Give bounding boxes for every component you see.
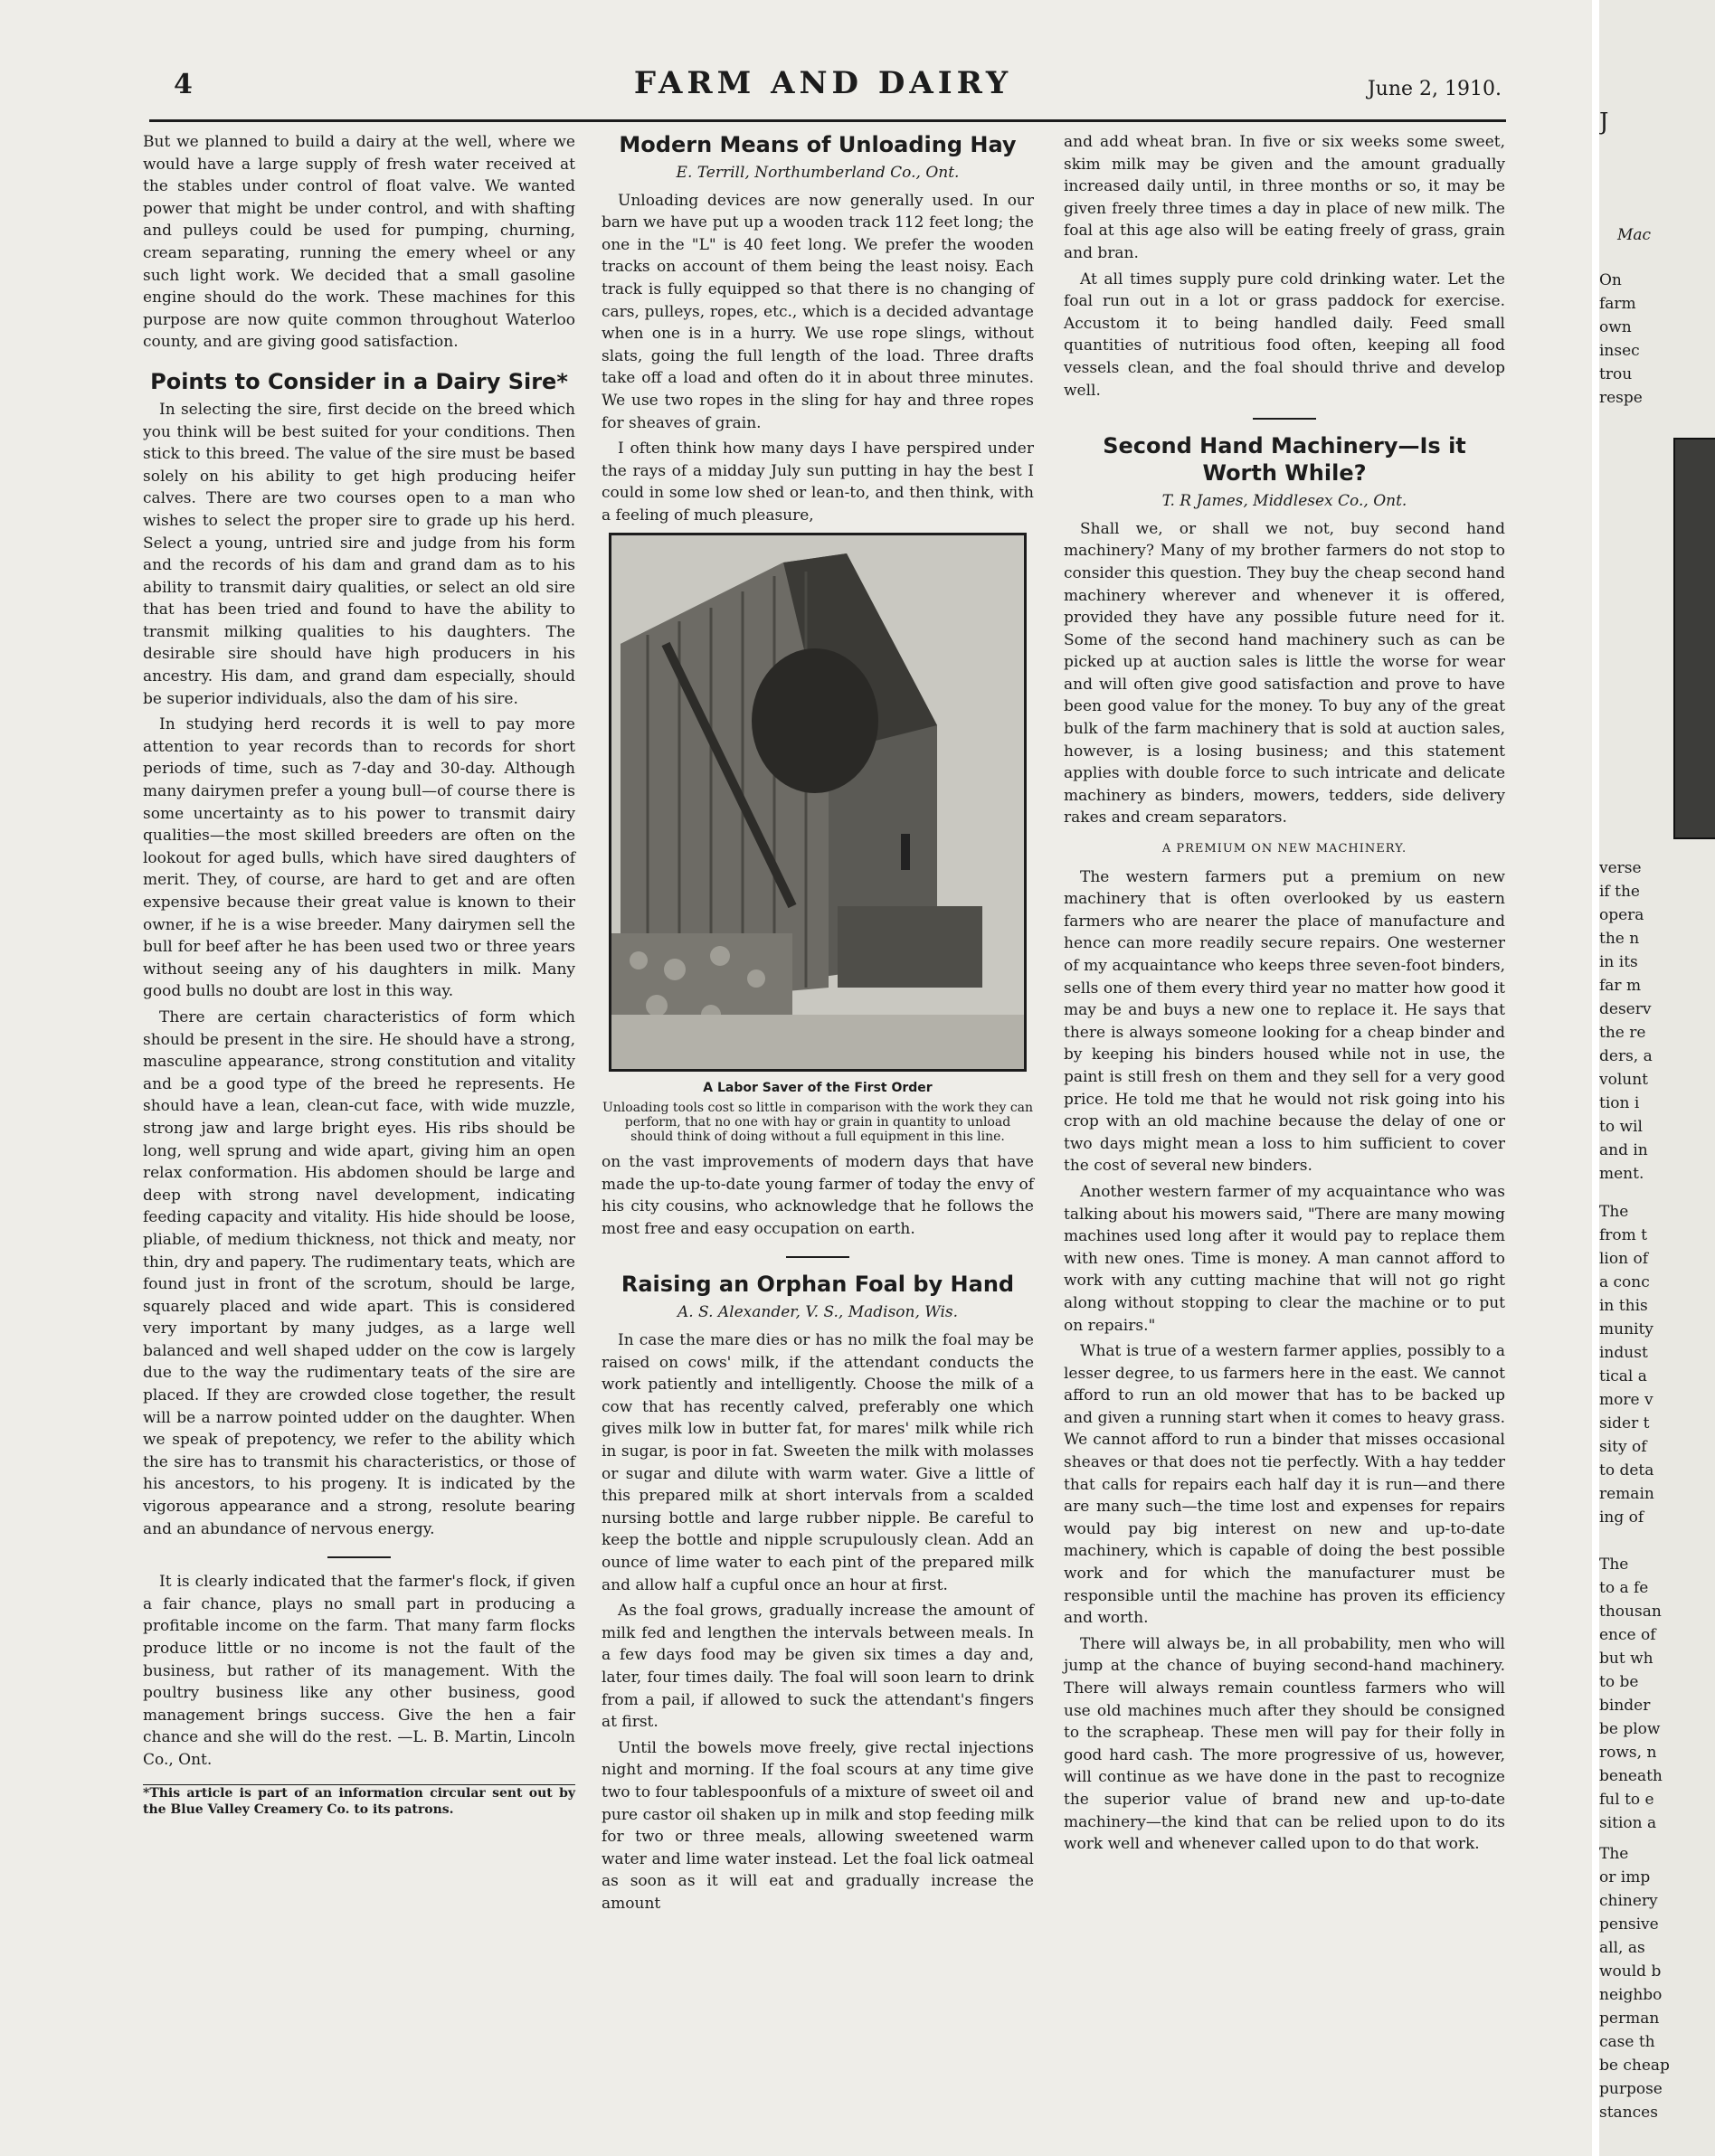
adjacent-page-line: to deta xyxy=(1599,1461,1654,1480)
adjacent-page-line: thousan xyxy=(1599,1603,1662,1621)
adjacent-page-line: munity xyxy=(1599,1320,1653,1338)
adjacent-page-line: to wil xyxy=(1599,1118,1643,1136)
adjacent-page-line: ful to e xyxy=(1599,1791,1654,1809)
adjacent-page-line: ders, a xyxy=(1599,1047,1653,1065)
issue-date: June 2, 1910. xyxy=(1367,78,1502,100)
adjacent-page-line: sity of xyxy=(1599,1438,1647,1456)
adjacent-page-line: all, as xyxy=(1599,1939,1645,1957)
adjacent-page-line: purpose xyxy=(1599,2080,1663,2098)
adjacent-page-line: The xyxy=(1599,1556,1629,1574)
adjacent-page-line: and in xyxy=(1599,1141,1648,1159)
article-title-orphan-foal: Raising an Orphan Foal by Hand xyxy=(621,1272,1015,1298)
adjacent-page-line: sider t xyxy=(1599,1414,1650,1433)
paragraph: In studying herd records it is well to pay more attention to year records than to records for short periods of time, such as 7-day and 30-day. Although many dairymen prefer a young bull—of course there is some uncertainty as to his power to transmit dairy qualities—the most skilled breeders are often on the lookout for aged bulls, which have sired daughters of merit. They, of course, are hard to get and are often expensive because their great value is known to their owner, if he is a wise breeder. Many dairymen sell the bull for beef after he has been used two or three years without seeing any of his daughters in milk. Many good bulls no doubt are lost in this way. xyxy=(143,715,575,1001)
adjacent-page-line: insec xyxy=(1599,342,1640,360)
adjacent-page-line: pensive xyxy=(1599,1915,1659,1934)
paragraph: There are certain characteristics of form which should be present in the sire. He should have a strong, masculine appearance, strong constitution and vitality and be a good type of the breed he represents. He should have a lean, clean-cut face, with wide muzzle, strong jaw and large bright eyes. His ribs should be long, well sprung and wide apart, giving him an open relax conformation. His abdomen should be large and deep with strong navel development, indicating feeding capacity and vitality. His hide should be loose, pliable, of medium thickness, not thick and meaty, nor thin, dry and papery. The rudimentary teats, which are found just in front of the scrotum, should be large, squarely placed and wide apart. This is considered very important by many judges, as a large well balanced and well shaped udder on the cow is largely due to the way the rudimentary teats of the sire are placed. If they are crowded close together, the result will be a narrow pointed udder on the daughter. When we speak of prepotency, we refer to the ability which the sire has to transmit his characteristics, or those of his ancestors, to his progeny. It is indicated by the vigorous appearance and a strong, resolute bearing and an abundance of nervous energy. xyxy=(143,1007,575,1538)
adjacent-page-line: volunt xyxy=(1599,1071,1649,1089)
paragraph: Another western farmer of my acquaintance who was talking about his mowers said, "There are many mowing machines used long after it would pay to replace them with new ones. Time is money. A man cannot afford to work with any cutting machine that will not go right along without stopping to clear the machine or to put on repairs." xyxy=(1064,1182,1505,1335)
adjacent-page-line: ment. xyxy=(1599,1165,1644,1183)
article-title-second-hand-machinery: Second Hand Machinery—Is it Worth While? xyxy=(1103,433,1466,487)
adjacent-page-line: deserv xyxy=(1599,1000,1652,1018)
adjacent-page-photo xyxy=(1673,438,1715,839)
adjacent-page-line: the n xyxy=(1599,930,1640,948)
article-title-dairy-sire: Points to Consider in a Dairy Sire* xyxy=(150,368,568,394)
adjacent-page-line: be plow xyxy=(1599,1720,1661,1738)
adjacent-page-line: indust xyxy=(1599,1344,1648,1362)
adjacent-page-line: The xyxy=(1599,1845,1629,1863)
barn-illustration xyxy=(611,535,1024,1069)
adjacent-page-line: would b xyxy=(1599,1962,1662,1981)
adjacent-page-line: binder xyxy=(1599,1697,1651,1715)
adjacent-page-line: case th xyxy=(1599,2033,1655,2051)
paragraph: But we planned to build a dairy at the well, where we would have a large supply of fresh water received at the stables under control of float valve. We wanted power that might be under control, and with shafting and pulleys could be used for pumping, churning, cream separating, running the emery wheel or any such light work. We decided that a small gasoline engine should do the work. These machines for this purpose are now quite common throughout Waterloo county, and are giving good satisfaction. xyxy=(143,133,575,352)
divider xyxy=(327,1556,391,1558)
adjacent-page-line: remain xyxy=(1599,1485,1654,1503)
adjacent-page-line: tion i xyxy=(1599,1094,1640,1112)
paragraph: In selecting the sire, first decide on the breed which you think will be best suited for your conditions. Then stick to this breed. The value of the sire must be based solely on his ability to get high producing heifer calves. There are two courses open to a man who wishes to select the proper sire to grade up his herd. Select a young, untried sire and judge from his form and the records of his dam and grand dam as to his ability to transmit dairy qualities, or select an old sire that has been tried and found to have the ability to transmit milking qualities to his daughters. The desirable sire should have high producers in his ancestry. His dam, and grand dam especially, should be superior individuals, also the dam of his sire. xyxy=(143,400,575,708)
section-subhead: A PREMIUM ON NEW MACHINERY. xyxy=(1161,842,1407,856)
paragraph: In case the mare dies or has no milk the foal may be raised on cows' milk, if the attendant conducts the work patiently and intelligently. Choose the milk of a cow that has recently calved, preferably one which gives milk low in butter fat, for mares' milk while rich in sugar, is poor in fat. Sweeten the milk with molasses or sugar and dilute with warm water. Give a little of this prepared milk at short intervals from a scalded nursing bottle and large rubber nipple. Be careful to keep the bottle and nipple scrupulously clean. Add an ounce of lime water to each pint of the prepared milk and allow half a cupful once an hour at first. xyxy=(602,1331,1034,1594)
adjacent-page-line: if the xyxy=(1599,883,1640,901)
adjacent-page-line: own xyxy=(1599,318,1632,336)
adjacent-page-line: neighbo xyxy=(1599,1986,1663,2004)
page-number: 4 xyxy=(174,69,193,100)
adjacent-page-line: in this xyxy=(1599,1297,1648,1315)
adjacent-page-line: beneath xyxy=(1599,1767,1663,1785)
footnote: *This article is part of an information circular sent out by the Blue Valley Creamery Co. to its patrons. xyxy=(143,1785,575,1817)
adjacent-page-line: a conc xyxy=(1599,1273,1650,1291)
column-1 xyxy=(143,131,575,2121)
adjacent-page-line: but wh xyxy=(1599,1650,1653,1668)
adjacent-page-line: verse xyxy=(1599,859,1642,877)
paragraph: Until the bowels move freely, give rectal injections night and morning. If the foal scours at any time give two to four tablespoonfuls of a mixture of sweet oil and pure castor oil shaken up in milk and stop feeding milk for two or three meals, allowing sweetened warm water and lime water instead. Let the foal lick oatmeal as soon as it will eat and gradually increase the amount xyxy=(602,1738,1034,1913)
adjacent-page-line: rows, n xyxy=(1599,1744,1657,1762)
adjacent-page-line: The xyxy=(1599,1203,1629,1221)
paragraph: What is true of a western farmer applies, possibly to a lesser degree, to us farmers here in the east. We cannot afford to run an old mower that has to be backed up and given a running start when it comes to heavy grass. We cannot afford to run a binder that misses occasional sheaves or that does not tie perfectly. With a hay tedder that calls for repairs each half day it is run—and there are many such—the time lost and expenses for repairs would pay big interest on new and up-to-date machinery, which is capable of doing the best possible work and for which the manufacturer must be responsible until the machine has proven its efficiency and worth. xyxy=(1064,1342,1505,1628)
adjacent-page-line: stances xyxy=(1599,2104,1658,2122)
adjacent-page-line: or imp xyxy=(1599,1868,1651,1886)
column-3 xyxy=(1064,131,1505,2121)
adjacent-page-line: chinery xyxy=(1599,1892,1658,1910)
adjacent-page-line: the re xyxy=(1599,1024,1646,1042)
column-2 xyxy=(602,131,1034,2121)
photo-caption-title: A Labor Saver of the First Order xyxy=(703,1080,933,1095)
adjacent-page-edge xyxy=(1599,0,1715,2156)
byline: E. Terrill, Northumberland Co., Ont. xyxy=(676,164,960,182)
article-title-unloading-hay: Modern Means of Unloading Hay xyxy=(619,132,1017,157)
adjacent-page-line: opera xyxy=(1599,906,1644,924)
paragraph: At all times supply pure cold drinking water. Let the foal run out in a lot or grass paddock for exercise. Accustom it to being handled daily. Feed small quantities of nutritious food often, keeping all food vessels clean, and the foal should thrive and develop well. xyxy=(1064,270,1505,400)
adjacent-page-line: Mac xyxy=(1617,226,1652,244)
adjacent-page-line: tical a xyxy=(1599,1367,1647,1385)
paragraph: Shall we, or shall we not, buy second hand machinery? Many of my brother farmers do not stop to consider this question. They buy the cheap second hand machinery wherever and whenever it is offered, provided they have any possible future need for it. Some of the second hand machinery such as can be picked up at auction sales is little the worse for wear and will often give good satisfaction and prove to have been good value for the money. To buy any of the great bulk of the farm machinery that is sold at auction sales, however, is a losing business; and this statement applies with double force to such intricate and delicate machinery as binders, mowers, tedders, side delivery rakes and cream separators. xyxy=(1064,519,1505,827)
adjacent-page-line: to a fe xyxy=(1599,1579,1649,1597)
adjacent-page-line: be cheap xyxy=(1599,2057,1670,2075)
divider xyxy=(786,1256,849,1258)
adjacent-page-line: trou xyxy=(1599,365,1633,383)
adjacent-page-line: On xyxy=(1599,271,1622,289)
adjacent-page-line: from t xyxy=(1599,1226,1648,1244)
paragraph: There will always be, in all probability, men who will jump at the chance of buying second-hand machinery. There will always remain countless farmers who will use old machines much after they should be consigned to the scrapheap. These men will pay for their folly in good hard cash. The more progressive of us, however, will continue as we have done in the past to recognize the superior value of brand new and up-to-date machinery—the kind that can be relied upon to do its work well and whenever called upon to do that work. xyxy=(1064,1634,1505,1854)
header-rule xyxy=(149,119,1506,122)
byline: A. S. Alexander, V. S., Madison, Wis. xyxy=(677,1303,959,1322)
adjacent-page-line: more v xyxy=(1599,1391,1653,1409)
adjacent-page-line: in its xyxy=(1599,953,1638,971)
adjacent-page-line: ing of xyxy=(1599,1508,1644,1527)
adjacent-page-line: perman xyxy=(1599,2009,1660,2028)
photo-caption: Unloading tools cost so little in comparison with the work they can perform, that no one with hay or grain in quantity to unload should think of doing without a full equipment in this line. xyxy=(602,1101,1034,1145)
barn-photo xyxy=(609,533,1027,1072)
byline: T. R James, Middlesex Co., Ont. xyxy=(1161,492,1407,511)
paragraph: Unloading devices are now generally used. In our barn we have put up a wooden track 112 feet long; the one in the "L" is 40 feet long. We prefer the wooden tracks on account of them being the least noisy. Each track is fully equipped so that there is no changing of cars, pulleys, ropes, etc., which is a decided advantage when one is in a hurry. We use rope slings, without slats, going the full length of the load. Three drafts take off a load and often do it in about three minutes. We use two ropes in the sling for hay and three ropes for sheaves of grain. xyxy=(602,191,1034,432)
divider xyxy=(1253,418,1316,420)
adjacent-page-line: far m xyxy=(1599,977,1642,995)
adjacent-page-line: sition a xyxy=(1599,1814,1657,1832)
paragraph: I often think how many days I have perspired under the rays of a midday July sun putting in hay the best I could in some low shed or lean-to, and then think, with a feeling of much pleasure, xyxy=(602,440,1034,525)
adjacent-page-line: farm xyxy=(1599,295,1636,313)
adjacent-page-line: ence of xyxy=(1599,1626,1656,1644)
paragraph: As the foal grows, gradually increase the amount of milk fed and lengthen the intervals between meals. In a few days food may be given six times a day and, later, four times daily. The foal will soon learn to drink from a pail, if allowed to suck the attendant's fingers at first. xyxy=(602,1602,1034,1732)
adjacent-page-line: lion of xyxy=(1599,1250,1648,1268)
page-header xyxy=(145,65,1502,119)
paragraph: It is clearly indicated that the farmer's flock, if given a fair chance, plays no small part in producing a profitable income on the farm. That many farm flocks produce little or no income is not the fault of the business, but rather of its management. With the poultry business like any other business, good management brings success. Give the hen a fair chance and she will do the rest. —L. B. Martin, Lincoln Co., Ont. xyxy=(143,1573,575,1769)
page-gutter xyxy=(1592,0,1599,2156)
paragraph: and add wheat bran. In five or six weeks some sweet, skim milk may be given and the amount gradually increased daily until, in three months or so, it may be given freely three times a day in place of new milk. The foal at this age also will be eating freely of grass, grain and bran. xyxy=(1064,133,1505,262)
adjacent-page-line: respe xyxy=(1599,389,1643,407)
adjacent-page-line: J xyxy=(1599,109,1609,136)
paragraph: on the vast improvements of modern days that have made the up-to-date young farmer of today the envy of his city cousins, who acknowledge that he follows the most free and easy occupation on earth. xyxy=(602,1153,1034,1238)
masthead: FARM AND DAIRY xyxy=(633,65,1013,101)
paragraph: The western farmers put a premium on new machinery that is often overlooked by us eastern farmers who are nearer the place of manufacture and hence can more readily secure repairs. One westerner of my acquaintance who keeps three seven-foot binders, sells one of them every third year no matter how good it may be and buys a new one to replace it. He says that there is always someone looking for a cheap binder and by keeping his binders housed while not in use, the paint is still fresh on them and they sell for a very good price. He told me that he would not risk going into his crop with an old machine because the delay of one or two days might mean a loss to him sufficient to cover the cost of several new binders. xyxy=(1064,867,1505,1176)
adjacent-page-line: to be xyxy=(1599,1673,1639,1691)
